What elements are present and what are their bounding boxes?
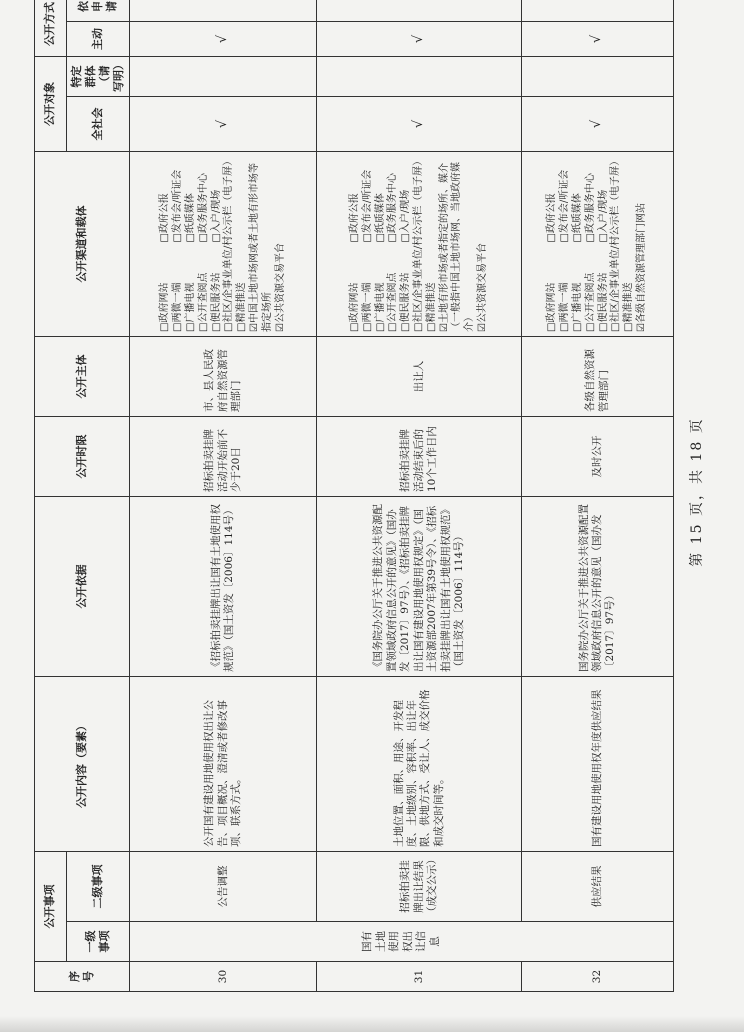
channel-option: □便民服务站 □入户/现场	[597, 189, 609, 332]
table-row	[317, 0, 522, 992]
rotated-table-page	[34, 0, 714, 992]
channel-option: □两微一端 □发布会/听证会	[172, 169, 184, 332]
channel-option: □便民服务站 □入户/现场	[210, 189, 222, 332]
row-target-specific	[317, 57, 522, 97]
row-channels	[130, 152, 317, 337]
row-basis: 《招标拍卖挂牌出让国有土地使用权规范》（国土资发〔2006〕114号）	[130, 497, 317, 677]
header-level1: 一级事项	[67, 922, 130, 962]
channel-option: □广播电视 □纸质媒体	[184, 193, 196, 332]
channel-option: □政府网站 □政府公报	[159, 193, 171, 332]
header-method-active: 主动	[67, 22, 130, 57]
row-subject: 各级自然资源管理部门	[522, 337, 674, 417]
row-time: 招标拍卖挂牌活动开始前不少于20日	[130, 417, 317, 497]
channel-option: □精准推送	[623, 282, 635, 332]
page-edge	[0, 1016, 744, 1032]
row-method-active: √	[522, 22, 674, 57]
header-content: 公开内容（要素）	[35, 677, 130, 852]
row-content: 土地位置、面积、用途、开发程度、土地级别、容积率、出让年限、供地方式、受让人、成交价格和成交时间等。	[317, 677, 522, 852]
row-target-all: √	[522, 97, 674, 152]
channel-option: □精准推送	[236, 282, 248, 332]
channel-option: ☑各级自然资源管理部门网站	[636, 203, 648, 332]
channel-option: □政府网站 □政府公报	[546, 193, 558, 332]
row-seq: 31	[317, 962, 522, 992]
table-row	[130, 0, 317, 992]
row-subject: 市、县人民政府自然资源管理部门	[130, 337, 317, 417]
row-basis: 《国务院办公厅关于推进公共资源配置领域政府信息公开的意见》（国办发〔2017〕97号）、《招标拍卖挂牌出让国有建设用地使用权规定》（国土资源部2007年第39号令）、《招标拍卖挂牌出让国有土地使用权规范》（国土资发〔2006〕114号）	[317, 497, 522, 677]
row-method-apply	[317, 0, 522, 22]
row-target-all: √	[130, 97, 317, 152]
row-subject: 出让人	[317, 337, 522, 417]
channel-option: □广播电视 □纸质媒体	[374, 193, 386, 332]
page-number-footer: 第 15 页，共 18 页	[689, 417, 705, 567]
header-basis: 公开依据	[35, 497, 130, 677]
header-target-group: 公开对象	[35, 57, 67, 152]
disclosure-table	[34, 0, 674, 992]
header-method-apply: 依申请	[67, 0, 130, 22]
channel-option: □精准推送	[425, 282, 437, 332]
channel-option: □两微一端 □发布会/听证会	[559, 169, 571, 332]
row-target-all: √	[317, 97, 522, 152]
row-target-specific	[522, 57, 674, 97]
channel-option: □公开查阅点 □政务服务中心	[197, 173, 209, 332]
row-channels	[317, 152, 522, 337]
header-level2: 二级事项	[67, 852, 130, 922]
row-basis: 国务院办公厅关于推进公共资源配置领域政府信息公开的意见（国办发〔2017〕97号）	[522, 497, 674, 677]
row-method-apply	[522, 0, 674, 22]
channel-option: □政府网站 □政府公报	[349, 193, 360, 332]
channel-option: □社区/企事业单位/村公示栏（电子屏）	[412, 155, 424, 332]
header-subject: 公开主体	[35, 337, 130, 417]
channel-option: □两微一端 □发布会/听证会	[361, 169, 373, 332]
channel-option: □社区/企事业单位/村公示栏（电子屏）	[223, 155, 235, 332]
row-seq: 30	[130, 962, 317, 992]
row-seq: 32	[522, 962, 674, 992]
row-content: 国有建设用地使用权年度供应结果	[522, 677, 674, 852]
header-time: 公开时限	[35, 417, 130, 497]
row-channels	[522, 152, 674, 337]
channel-option: □便民服务站 □入户/现场	[400, 189, 412, 332]
header-method-group: 公开方式	[35, 0, 67, 57]
row-method-active: √	[317, 22, 522, 57]
row-method-apply	[130, 0, 317, 22]
channel-option: □公开查阅点 □政务服务中心	[387, 173, 399, 332]
header-item-group: 公开事项	[35, 852, 67, 962]
row-level2: 供应结果	[522, 852, 674, 922]
row-level2: 公告调整	[130, 852, 317, 922]
channel-option: ☑公共资源交易平台	[274, 243, 286, 332]
row-level1: 国有土地使用权出让信息	[130, 922, 674, 962]
channel-option: □广播电视 □纸质媒体	[572, 193, 584, 332]
header-target-all: 全社会	[67, 97, 130, 152]
channel-option: ☑中国土地市场网或者土地有形市场等指定场所	[248, 163, 273, 332]
table-row	[522, 0, 674, 992]
header-target-specific: 特定群体（请写明）	[67, 57, 130, 97]
header-seq: 序号	[35, 962, 130, 992]
row-level2: 招标拍卖挂牌出让结果（成交公示）	[317, 852, 522, 922]
header-channel: 公开渠道和载体	[35, 152, 130, 337]
row-time: 及时公开	[522, 417, 674, 497]
row-target-specific	[130, 57, 317, 97]
row-time: 招标拍卖挂牌活动结束后的10个工作日内	[317, 417, 522, 497]
channel-option: ☑公共资源交易平台	[476, 243, 488, 332]
channel-option: □社区/企事业单位/村公示栏（电子屏）	[610, 155, 622, 332]
channel-option: ☑土地有形市场或者指定的场所、媒介（一般指中国土地市场网、当地政府媒介）	[438, 162, 476, 332]
row-content: 公开国有建设用地使用权出让公告、项目概况、澄清或者修改事项、联系方式。	[130, 677, 317, 852]
row-method-active: √	[130, 22, 317, 57]
channel-option: □公开查阅点 □政务服务中心	[584, 173, 596, 332]
